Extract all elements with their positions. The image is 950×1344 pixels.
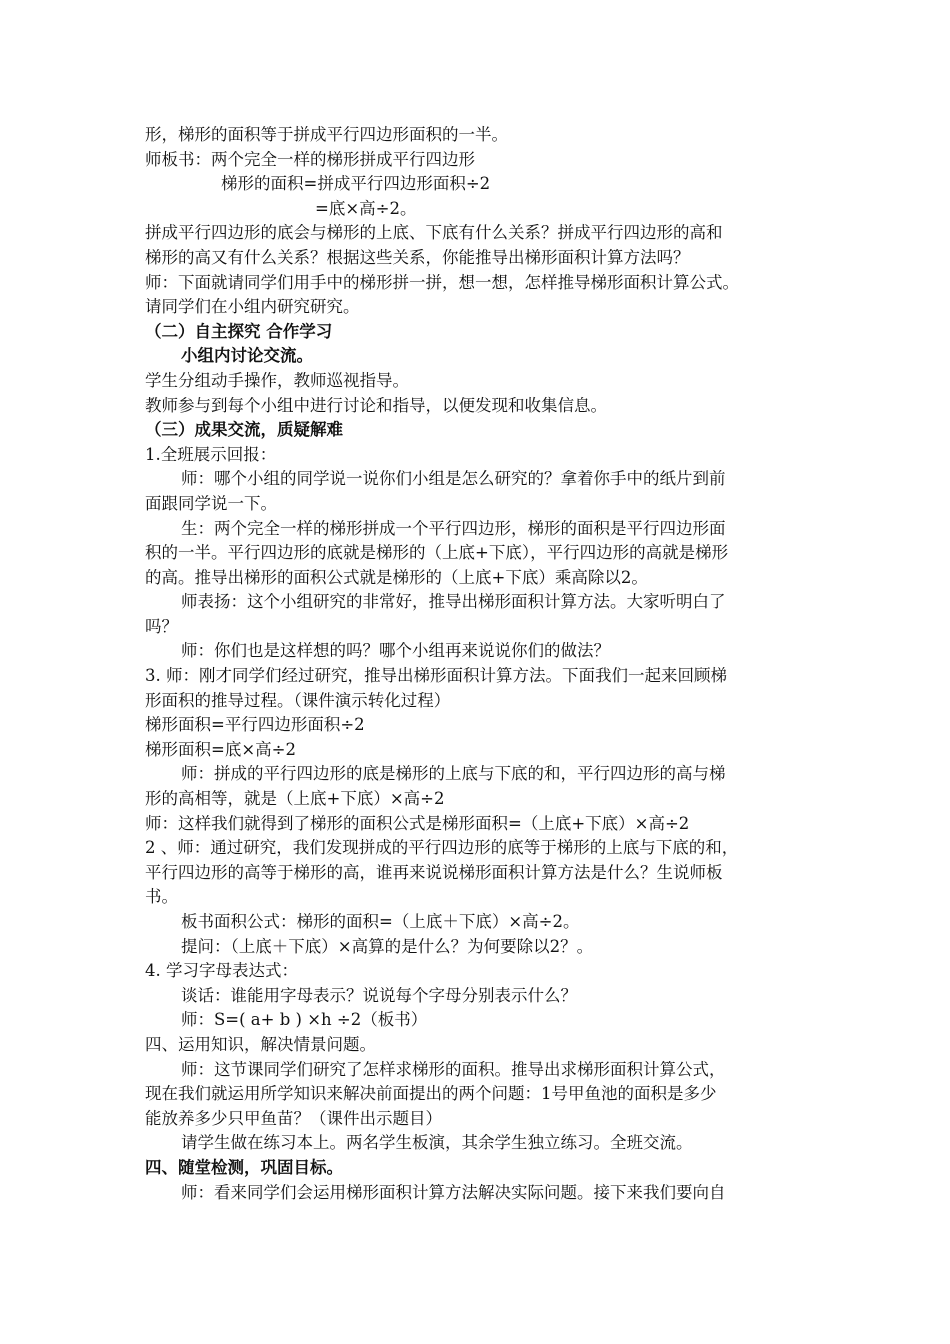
subheading: 小组内讨论交流。 — [181, 346, 313, 366]
formula-line: 梯形的面积=拼成平行四边形面积÷2 — [221, 174, 491, 194]
text-line: 师：看来同学们会运用梯形面积计算方法解决实际问题。接下来我们要向自 — [181, 1182, 726, 1202]
text-line: 形面积的推导过程。（课件演示转化过程） — [145, 690, 451, 710]
text-line: 生：两个完全一样的梯形拼成一个平行四边形，梯形的面积是平行四边形面 — [181, 518, 726, 538]
text-line: 的高。推导出梯形的面积公式就是梯形的（上底+下底）乘高除以2。 — [145, 567, 648, 587]
formula-line: 梯形面积=平行四边形面积÷2 — [145, 715, 365, 735]
text-line: 拼成平行四边形的底会与梯形的上底、下底有什么关系？拼成平行四边形的高和 — [145, 223, 723, 243]
formula-line: 师：S=( a+ b ) ×h ÷2（板书） — [181, 1010, 428, 1030]
text-line: 师表扬：这个小组研究的非常好，推导出梯形面积计算方法。大家听明白了 — [181, 592, 726, 612]
text-line: 平行四边形的高等于梯形的高，谁再来说说梯形面积计算方法是什么？生说师板 — [145, 862, 723, 882]
formula-line: 板书面积公式：梯形的面积=（上底＋下底）×高÷2。 — [181, 912, 580, 931]
text-line: 现在我们就运用所学知识来解决前面提出的两个问题：1号甲鱼池的面积是多少 — [145, 1084, 717, 1104]
text-line: 提问：（上底＋下底）×高算的是什么？为何要除以2？。 — [181, 936, 594, 956]
text-line: 1.全班展示回报： — [145, 444, 277, 464]
text-line: 梯形的高又有什么关系？根据这些关系，你能推导出梯形面积计算方法吗？ — [145, 247, 690, 267]
text-line: 积的一半。平行四边形的底就是梯形的（上底+下底），平行四边形的高就是梯形 — [145, 543, 729, 563]
text-line: 吗？ — [145, 616, 178, 636]
text-line: 教师参与到每个小组中进行讨论和指导，以便发现和收集信息。 — [145, 395, 607, 415]
text-line: 4. 学习字母表达式： — [145, 961, 298, 981]
section-heading: 四、运用知识，解决情景问题。 — [145, 1034, 376, 1054]
formula-line: =底×高÷2。 — [315, 198, 417, 218]
text-line: 形的高相等，就是（上底+下底）×高÷2 — [145, 789, 445, 809]
section-heading: （二）自主探究 合作学习 — [145, 321, 333, 341]
text-line: 师：这节课同学们研究了怎样求梯形的面积。推导出求梯形面积计算公式， — [181, 1059, 726, 1079]
text-line: 面跟同学说一下。 — [145, 493, 277, 513]
text-line: 书。 — [145, 887, 178, 907]
text-line: 师板书：两个完全一样的梯形拼成平行四边形 — [145, 149, 475, 169]
text-line: 师：拼成的平行四边形的底是梯形的上底与下底的和，平行四边形的高与梯 — [181, 764, 726, 784]
section-heading: （三）成果交流，质疑解难 — [145, 420, 343, 440]
text-line: 2 、师：通过研究，我们发现拼成的平行四边形的底等于梯形的上底与下底的和， — [145, 838, 739, 858]
text-line: 形，梯形的面积等于拼成平行四边形面积的一半。 — [145, 125, 508, 144]
text-line: 师：下面就请同学们用手中的梯形拼一拼，想一想，怎样推导梯形面积计算公式。 — [145, 272, 739, 292]
text-line: 请同学们在小组内研究研究。 — [145, 297, 360, 317]
text-line: 师：哪个小组的同学说一说你们小组是怎么研究的？拿着你手中的纸片到前 — [181, 469, 726, 489]
formula-line: 梯形面积=底×高÷2 — [145, 739, 296, 759]
text-line: 师：这样我们就得到了梯形的面积公式是梯形面积=（上底+下底）×高÷2 — [145, 813, 690, 833]
text-line: 学生分组动手操作，教师巡视指导。 — [145, 370, 409, 390]
text-line: 请学生做在练习本上。两名学生板演，其余学生独立练习。全班交流。 — [181, 1133, 693, 1153]
section-heading: 四、随堂检测，巩固目标。 — [145, 1157, 343, 1177]
text-line: 能放养多少只甲鱼苗？（课件出示题目） — [145, 1108, 442, 1128]
text-line: 师：你们也是这样想的吗？哪个小组再来说说你们的做法？ — [181, 641, 610, 661]
document-body — [145, 123, 810, 1205]
text-line: 3. 师：刚才同学们经过研究，推导出梯形面积计算方法。下面我们一起来回顾梯 — [145, 666, 727, 686]
text-line: 谈话：谁能用字母表示？说说每个字母分别表示什么？ — [181, 985, 577, 1005]
